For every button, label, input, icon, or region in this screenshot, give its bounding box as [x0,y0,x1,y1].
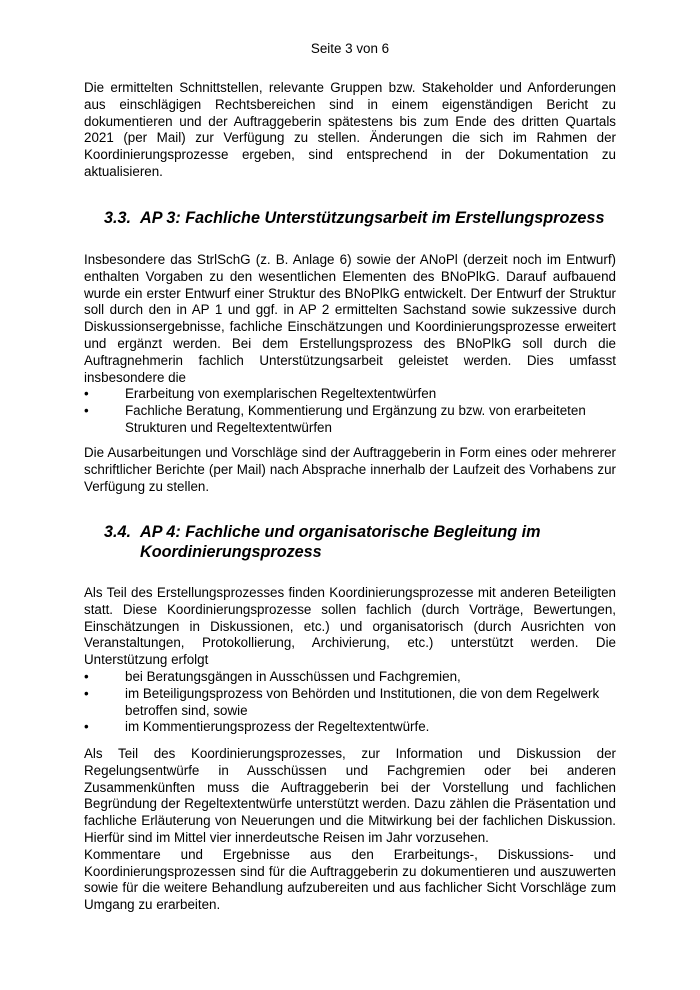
list-item-text: im Beteiligungsprozess von Behörden und Institutionen, die von dem Regelwerk betroffen sind, sowie [125,685,600,718]
section-3-3-body [84,252,616,437]
bullet-icon: • [84,719,89,735]
section-3-4-title-line1: AP 4: Fachliche und organisatorische Begleitung im [140,523,541,541]
page-number-header: Seite 3 von 6 [310,41,390,56]
list-item-text: bei Beratungsgängen in Ausschüssen und Fachgremien, [125,668,461,684]
section-3-3-paragraph-2: Die Ausarbeitungen und Vorschläge sind der Auftraggeberin in Form eines oder mehrerer schriftlicher Berichte (per Mail) nach Absprache innerhalb der Laufzeit des Vorhabens zur Verfügung zu stellen. [84,445,616,494]
list-item [84,719,616,736]
list-item [84,669,616,686]
list-item [84,686,616,720]
section-3-4-title-line2: Koordinierungsprozess [140,542,322,561]
list-item [84,386,616,403]
section-3-4-number: 3.4. [104,523,132,541]
section-3-4-closing [84,746,616,914]
section-3-3-paragraph: Insbesondere das StrlSchG (z. B. Anlage 6) sowie der ANoPl (derzeit noch im Entwurf) enthalten Vorgaben zu den wesentlichen Elementen des BNoPlkG. Darauf aufbauend wurde ein erster Entwurf einer Struktur des BNoPlkG entwickelt. Der Entwurf der Struktur soll durch den in AP 1 und ggf. in AP 2 ermittelten Sachstand sowie sukzessive durch Diskussionsergebnisse, fachliche Einschätzungen und Koordinierungsprozesse erweitert und ergänzt werden. Bei dem Erstellungsprozess des BNoPlkG soll durch die Auftragnehmerin fachlich Unterstützungsarbeit geleistet werden. Dies umfasst insbesondere die [84,252,616,385]
section-3-4-paragraph-2: Als Teil des Koordinierungsprozesses, zur Information und Diskussion der Regelungsentwürfe in Ausschüssen und Fachgremien oder bei anderen Zusammenkünften muss die Auftraggeberin bei der Vorstellung und fachlichen Begründung der Regeltextentwürfe unterstützt werden. Dazu zählen die Präsentation und fachliche Erläuterung von Neuerungen und die Mitwirkung bei der fachlichen Diskussion. Hierfür sind im Mittel vier innerdeutsche Reisen im Jahr vorzusehen. [84,746,616,845]
section-3-4-paragraph: Als Teil des Erstellungsprozesses finden Koordinierungsprozesse mit anderen Beteiligten statt. Diese Koordinierungsprozesse sollen fachlich (durch Vorträge, Bewertungen, Einschätzungen in Diskussionen, etc.) und organisatorisch (durch Ausrichten von Veranstaltungen, Protokollierung, Archivierung, etc.) unterstützt werden. Die Unterstützung erfolgt [84,585,616,668]
bullet-icon: • [84,668,89,684]
list-item-text: im Kommentierungsprozess der Regeltextentwürfe. [125,719,430,735]
section-3-3-number: 3.3. [104,209,132,227]
list-item-text: Fachliche Beratung, Kommentierung und Ergänzung zu bzw. von erarbeiteten Strukturen und Regeltextentwürfen [125,403,586,435]
bullet-icon: • [84,386,89,402]
section-3-3-bullet-list [84,386,616,436]
section-3-3-title: AP 3: Fachliche Unterstützungsarbeit im Erstellungsprozess [140,209,605,227]
section-3-3-heading [104,209,624,229]
section-3-4-paragraph-3: Kommentare und Ergebnisse aus den Erarbeitungs-, Diskussions- und Koordinierungsprozessen sind für die Auftraggeberin zu dokumentieren und auszuwerten sowie für die weitere Behandlung aufzubereiten und aus fachlicher Sicht Vorschläge zum Umgang zu erarbeiten. [84,846,616,913]
list-item-text: Erarbeitung von exemplarischen Regeltextentwürfen [125,386,437,402]
section-3-4-heading [104,523,624,562]
section-3-4-bullet-list [84,669,616,736]
bullet-icon: • [84,403,89,419]
list-item [84,403,616,437]
bullet-icon: • [84,685,89,701]
section-3-4-body [84,585,616,736]
intro-paragraph: Die ermittelten Schnittstellen, relevante Gruppen bzw. Stakeholder und Anforderungen aus einschlägigen Rechtsbereichen sind in einem eigenständigen Bericht zu dokumentieren und der Auftraggeberin spätestens bis zum Ende des dritten Quartals 2021 (per Mail) zur Verfügung zu stellen. Änderungen die sich im Rahmen der Koordinierungsprozesse ergeben, sind entsprechend in der Dokumentation zu aktualisieren. [84,80,616,179]
